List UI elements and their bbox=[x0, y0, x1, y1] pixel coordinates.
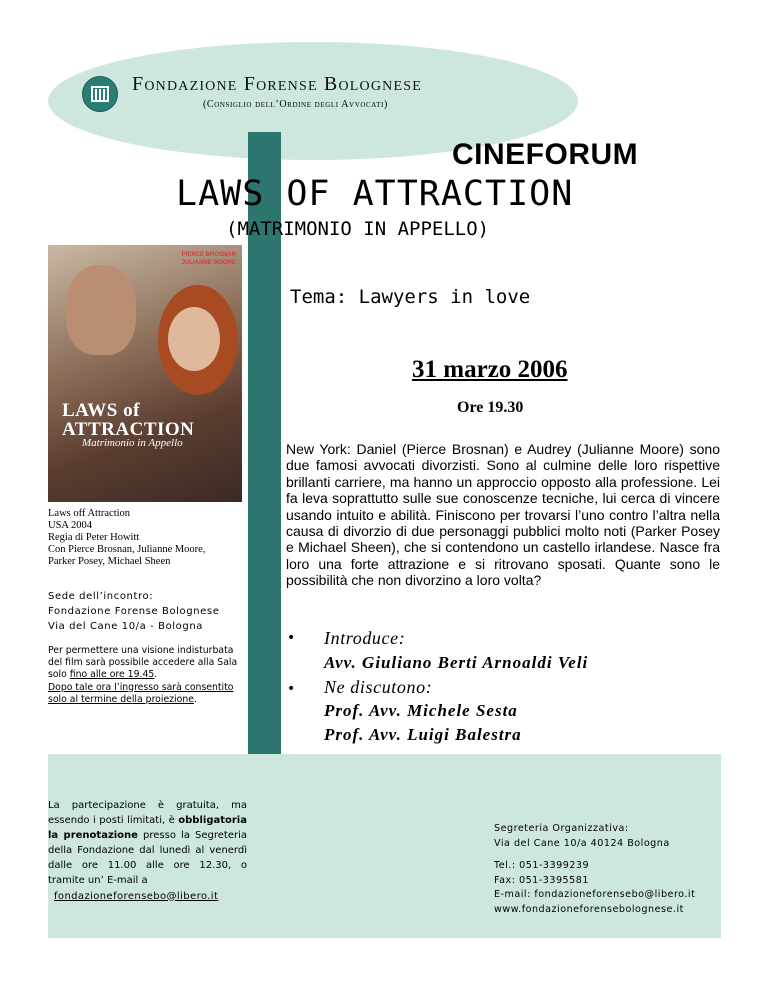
film-info-line: Laws off Attraction bbox=[48, 508, 131, 519]
bullet-icon: • bbox=[287, 681, 296, 697]
film-info-line: Regia di Peter Howitt bbox=[48, 532, 140, 543]
film-title: LAWS OF ATTRACTION bbox=[176, 174, 574, 214]
poster-actor-face bbox=[66, 265, 136, 355]
poster-actors: PIERCE BROSNAN JULIANNE MOORE bbox=[181, 252, 236, 266]
event-time: Ore 19.30 bbox=[457, 399, 524, 416]
intro-label: Introduce: bbox=[324, 628, 406, 648]
bullet-icon: • bbox=[287, 630, 296, 646]
film-subtitle: (MATRIMONIO IN APPELLO) bbox=[226, 218, 490, 240]
access-note: Per permettere una visione indisturbata del film sarà possibile accedere alla Sala solo fino alle ore 19.45. Dopo tale ora l’ingresso sarà consentito solo al termine della proiezione. bbox=[48, 645, 238, 705]
film-info-line: Parker Posey, Michael Sheen bbox=[48, 556, 171, 567]
intro-speaker: Avv. Giuliano Berti Arnoaldi Veli bbox=[324, 653, 589, 672]
participation-info: La partecipazione è gratuita, ma essendo i posti limitati, è obbligatoria la prenotazione presso la Segreteria della Fondazione dal lunedì al venerdì dalle ore 11.00 alle ore 12.30, o tramite un’ E-mail a fondazioneforensebo@libero.it bbox=[48, 798, 247, 904]
org-subtitle: (Consiglio dell’Ordine degli Avvocati) bbox=[203, 99, 388, 110]
secretariat-tel: Tel.: 051-3399239 bbox=[494, 860, 590, 872]
theme-line: Tema: Lawyers in love bbox=[290, 286, 531, 308]
film-info bbox=[48, 508, 248, 568]
film-info-line: Con Pierce Brosnan, Julianne Moore, bbox=[48, 544, 206, 555]
poster-title: LAWS of ATTRACTION bbox=[62, 400, 195, 440]
poster-actress-face bbox=[168, 307, 220, 371]
secretariat-address: Via del Cane 10/a 40124 Bologna bbox=[494, 837, 670, 849]
org-title: Fondazione Forense Bolognese bbox=[132, 73, 422, 95]
participation-email-link[interactable]: fondazioneforensebo@libero.it bbox=[54, 890, 219, 902]
secretariat-fax: Fax: 051-3395581 bbox=[494, 874, 589, 886]
plot-summary: New York: Daniel (Pierce Brosnan) e Audrey (Julianne Moore) sono due famosi avvocati divorzisti. Sono al culmine delle loro rispettive brillanti carriere, ma hanno un approccio opposto alla professione. Lei fa leva soprattutto sulle sue conoscenze tecniche, lui cerca di vincere usando intuito e abilità. Finiscono per trovarsi l’uno contro l’altra nella causa di divorzio di due personaggi pubblici molto noti (Parker Posey e Michael Sheen), che si contendono un castello irlandese. Nasce fra loro una forte attrazione e si ritrovano sposati. Quante sono le possibilità che non divorzino a loro volta? bbox=[286, 441, 720, 589]
film-info-line: USA 2004 bbox=[48, 520, 93, 531]
poster-subtitle: Matrimonio in Appello bbox=[82, 437, 183, 449]
venue-name: Fondazione Forense Bolognese bbox=[48, 606, 220, 617]
venue-info bbox=[48, 589, 219, 634]
venue-label: Sede dell’incontro: bbox=[48, 591, 154, 602]
secretariat-website[interactable]: www.fondazioneforensebolognese.it bbox=[494, 903, 684, 915]
discussant-1: Prof. Avv. Michele Sesta bbox=[324, 701, 518, 720]
secretariat-label: Segreteria Organizzativa: bbox=[494, 823, 629, 834]
series-label: CINEFORUM bbox=[452, 138, 639, 171]
venue-address: Via del Cane 10/a - Bologna bbox=[48, 621, 204, 632]
movie-poster bbox=[48, 245, 242, 502]
secretariat-email[interactable]: E-mail: fondazioneforensebo@libero.it bbox=[494, 889, 696, 901]
discussant-2: Prof. Avv. Luigi Balestra bbox=[324, 725, 522, 744]
event-date: 31 marzo 2006 bbox=[412, 356, 568, 383]
secretariat-info bbox=[494, 822, 695, 918]
foundation-logo-icon bbox=[82, 76, 118, 112]
discussants-label: Ne discutono: bbox=[324, 677, 433, 697]
